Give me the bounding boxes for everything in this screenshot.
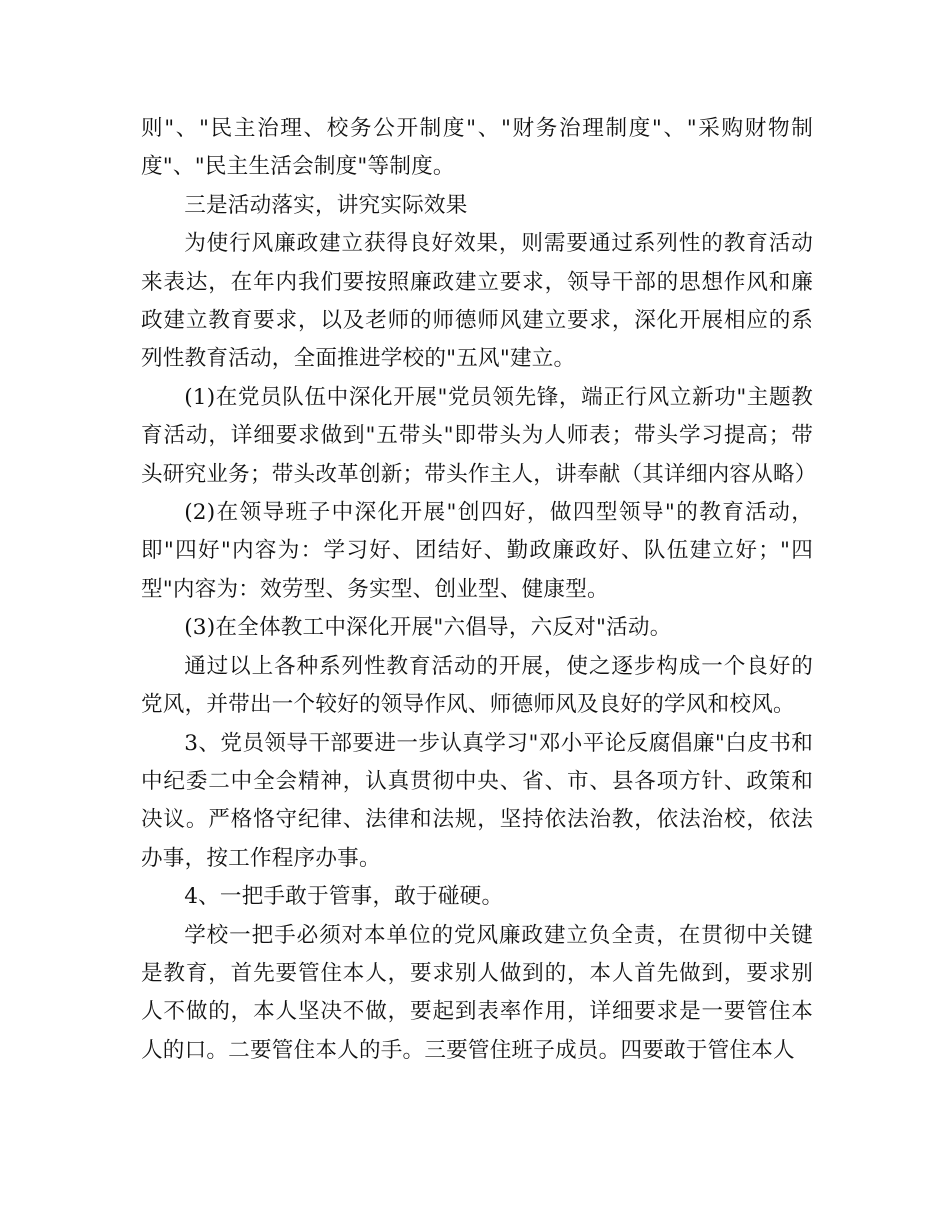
paragraph-9: 4、一把手敢于管事，敢于碰硬。: [184, 884, 504, 910]
paragraph-5: (2)在领导班子中深化开展"创四好，做四型领导"的教育活动，即"四好"内容为：学习好、团结好、勤政廉政好、队伍建立好；"四型"内容为：效劳型、务实型、创业型、健康型。: [141, 500, 813, 602]
paragraph-8: 3、党员领导干部要进一步认真学习"邓小平论反腐倡廉"白皮书和中纪委二中全会精神，认真贯彻中央、省、市、县各项方针、政策和决议。严格恪守纪律、法律和法规，坚持依法治教，依法治校，依法办事，按工作程序办事。: [141, 730, 813, 871]
paragraph-6: (3)在全体教工中深化开展"六倡导，六反对"活动。: [184, 615, 672, 641]
paragraph-4: (1)在党员队伍中深化开展"党员领先锋，端正行风立新功"主题教育活动，详细要求做到"五带头"即带头为人师表；带头学习提高；带头研究业务；带头改革创新；带头作主人，讲奉献（其详细内容从略）: [141, 384, 817, 487]
paragraph-2: 三是活动落实，讲究实际效果: [184, 192, 468, 218]
paragraph-7: 通过以上各种系列性教育活动的开展，使之逐步构成一个良好的党风，并带出一个较好的领导作风、师德师风及良好的学风和校风。: [141, 653, 813, 718]
paragraph-3: 为使行风廉政建立获得良好效果，则需要通过系列性的教育活动来表达，在年内我们要按照廉政建立要求，领导干部的思想作风和廉政建立教育要求，以及老师的师德师风建立要求，深化开展相应的系列性教育活动，全面推进学校的"五风"建立。: [141, 231, 813, 372]
document-body: [141, 110, 817, 1070]
paragraph-1: 则"、"民主治理、校务公开制度"、"财务治理制度"、"采购财物制度"、"民主生活会制度"等制度。: [141, 116, 813, 180]
paragraph-10: 学校一把手必须对本单位的党风廉政建立负全责，在贯彻中关键是教育，首先要管住本人，要求别人做到的，本人首先做到，要求别人不做的，本人坚决不做，要起到表率作用，详细要求是一要管住本人的口。二要管住本人的手。三要管住班子成员。四要敢于管住本人: [141, 922, 813, 1063]
